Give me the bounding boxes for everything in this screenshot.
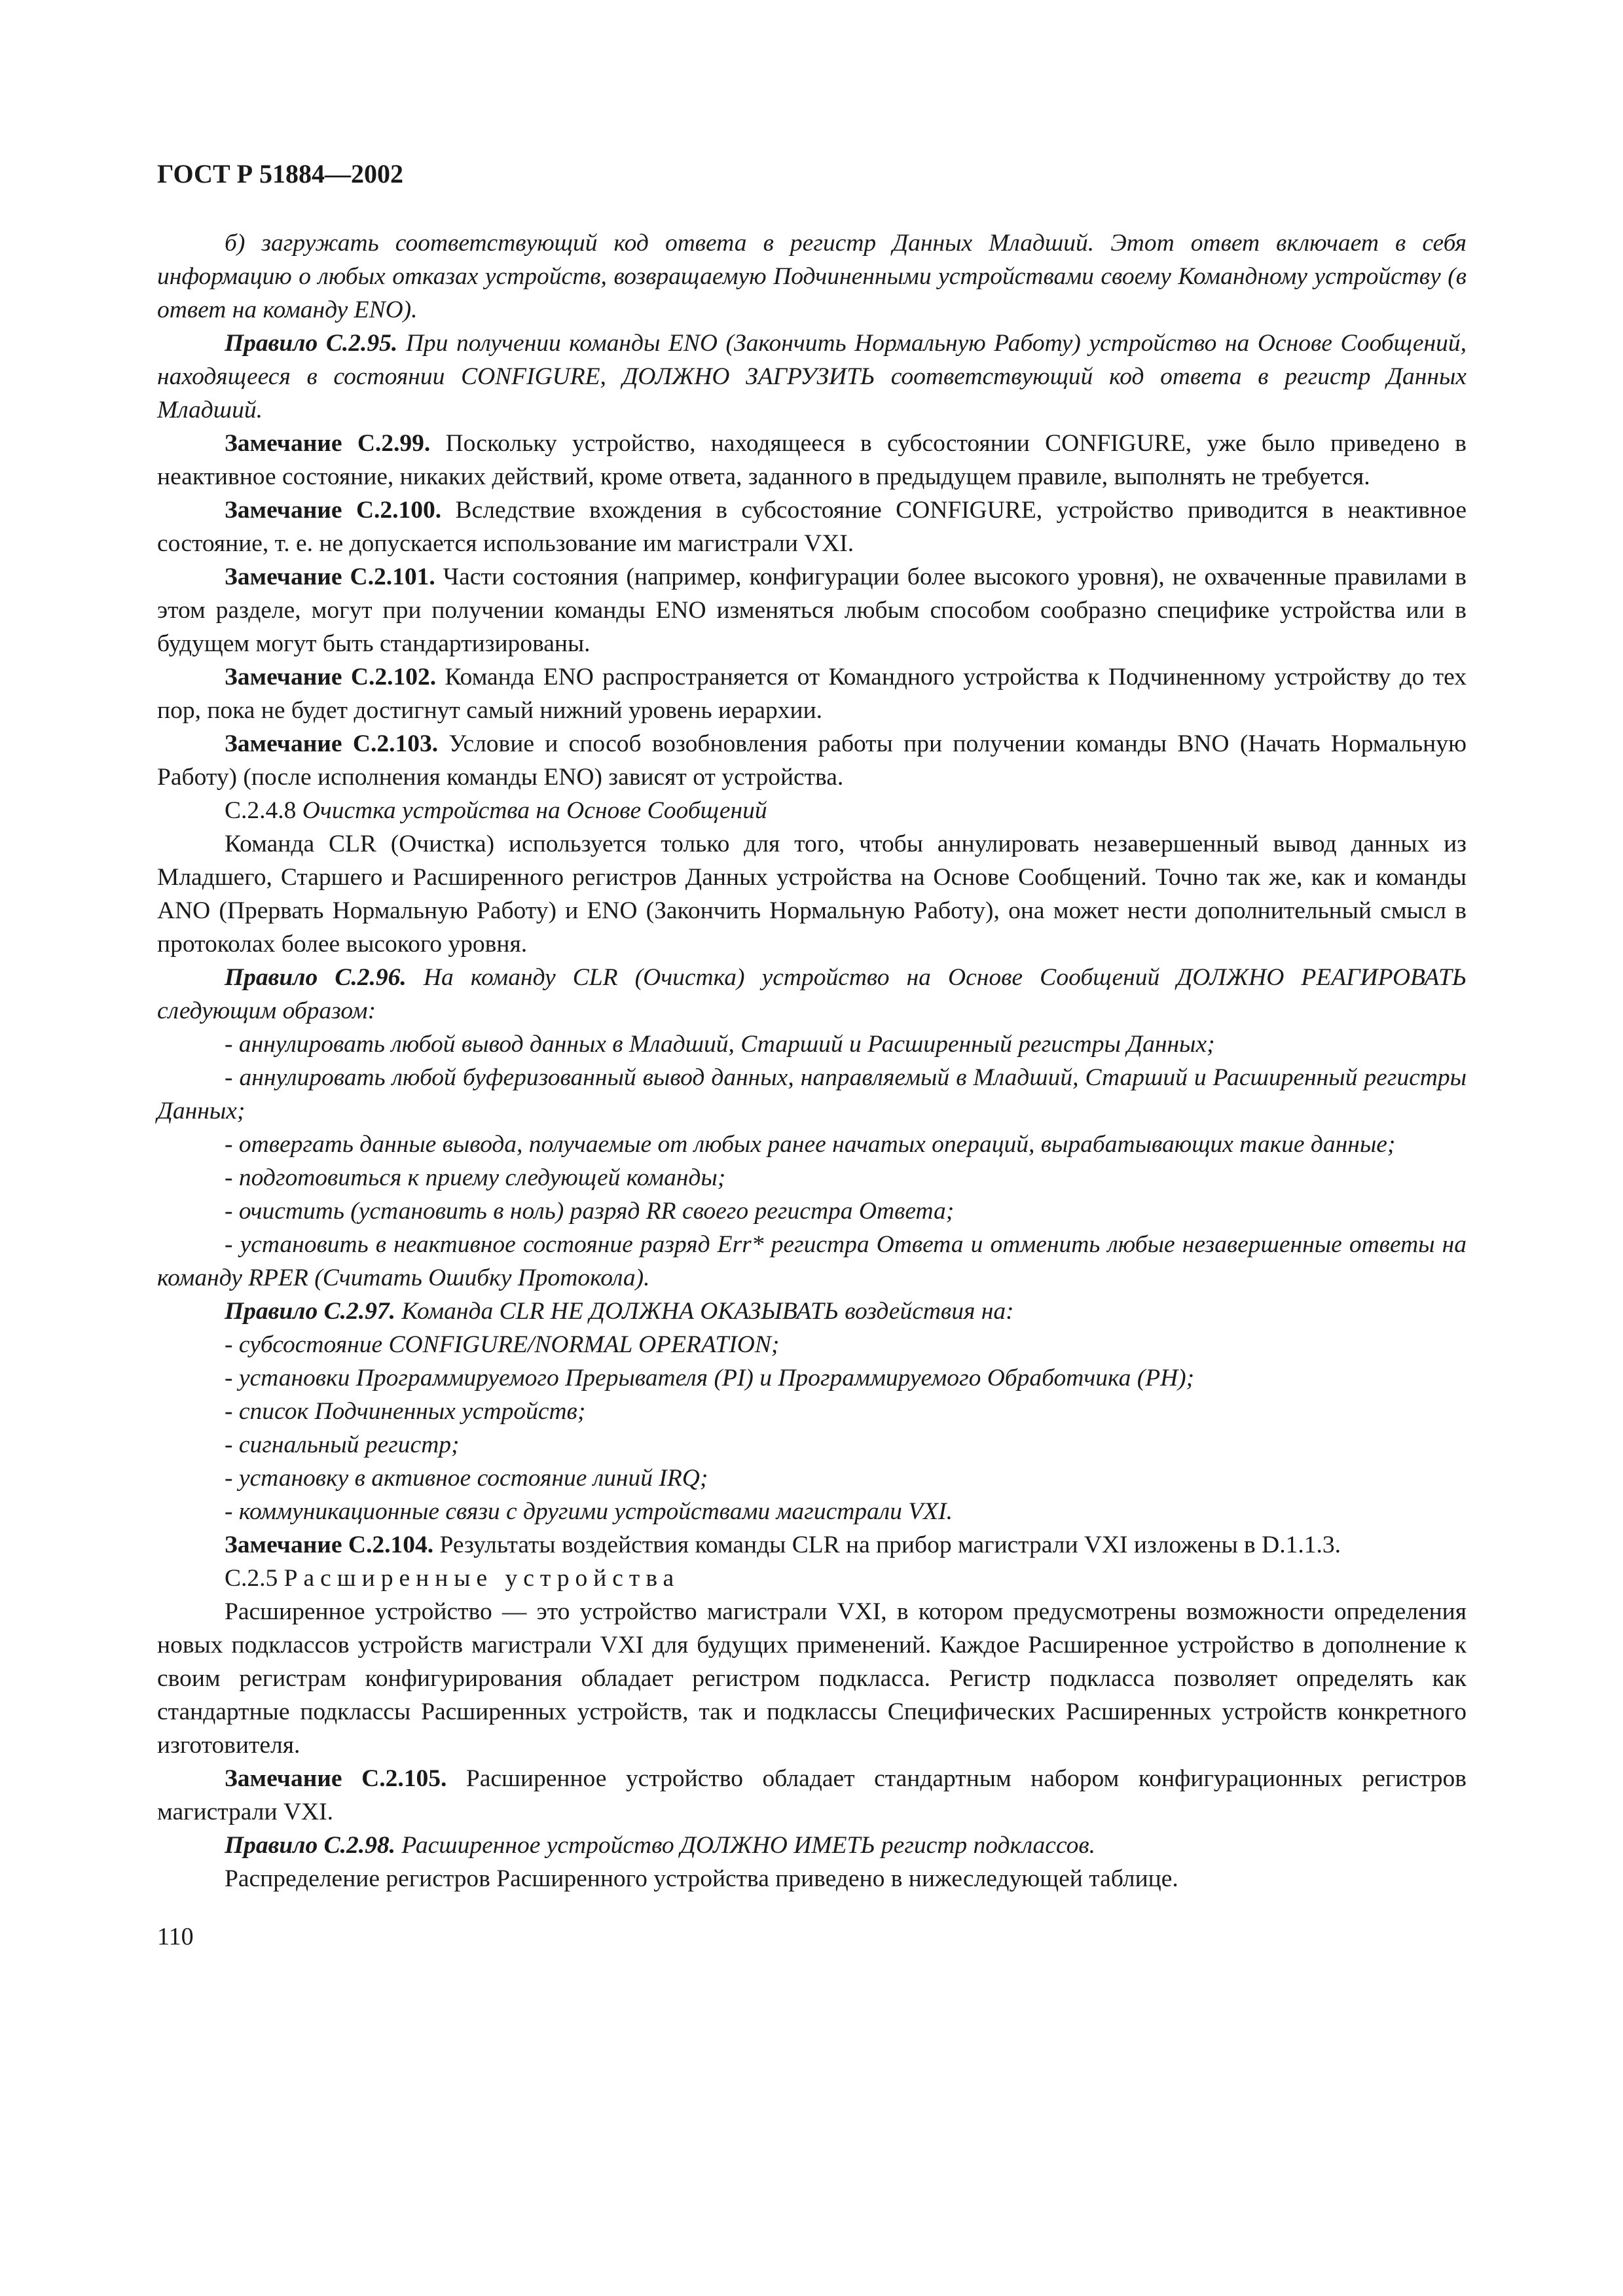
text-run: б) загружать соответствующий код ответа в регистр Данных Младший. Этот ответ включает в себя информацию о любых отказах устройств, возвращаемую Подчиненными устройствами своему Командному устройству (в ответ на команду ENO). — [157, 230, 1467, 323]
text-run: - установки Программируемого Прерывателя (PI) и Программируемого Обработчика (PH); — [225, 1365, 1195, 1391]
text-run: Правило С.2.96. — [225, 964, 407, 991]
text-run: Замечание С.2.104. — [225, 1532, 434, 1558]
text-run: - сигнальный регистр; — [225, 1431, 460, 1458]
paragraph — [157, 1161, 1467, 1194]
text-run: Результаты воздействия команды CLR на прибор магистрали VXI изложены в D.1.1.3. — [433, 1532, 1341, 1558]
paragraph — [157, 1028, 1467, 1061]
text-run: Поскольку устройство, находящееся в субсостоянии CONFIGURE, уже было приведено в неактивное состояние, никаких действий, кроме ответа, заданного в предыдущем правиле, выполнять не требуется. — [157, 430, 1467, 490]
text-run: Замечание С.2.102. — [225, 664, 437, 691]
text-run: Распределение регистров Расширенного устройства приведено в нижеследующей таблице. — [225, 1865, 1178, 1892]
text-run: Правило С.2.98. — [225, 1832, 396, 1859]
text-run: Части состояния (например, конфигурации более высокого уровня), не охваченные правилами в этом разделе, могут при получении команды ENO изменяться любым способом сообразно специфике устройства или в будущем могут быть стандартизированы. — [157, 564, 1467, 657]
text-run: С.2.5 — [225, 1565, 284, 1592]
document-body — [157, 226, 1467, 1895]
text-run: - список Подчиненных устройств; — [225, 1398, 586, 1425]
text-run: - установить в неактивное состояние разряд Err* регистра Ответа и отменить любые незавершенные ответы на команду RPER (Считать Ошибку Протокола). — [157, 1231, 1467, 1291]
text-run: Вследствие вхождения в субсостояние CONFIGURE, устройство приводится в неактивное состояние, т. е. не допускается использование им магистрали VXI. — [157, 497, 1467, 557]
text-run: Команда CLR НЕ ДОЛЖНА ОКАЗЫВАТЬ воздействия на: — [395, 1298, 1014, 1325]
paragraph — [157, 1328, 1467, 1361]
paragraph — [157, 1462, 1467, 1495]
paragraph — [157, 226, 1467, 327]
paragraph — [157, 1128, 1467, 1161]
text-run: - аннулировать любой буферизованный вывод данных, направляемый в Младший, Старший и Расширенный регистры Данных; — [157, 1064, 1467, 1124]
paragraph — [157, 1862, 1467, 1895]
text-run: Правило С.2.95. — [225, 330, 398, 357]
paragraph — [157, 1228, 1467, 1295]
paragraph — [157, 1395, 1467, 1428]
paragraph — [157, 1295, 1467, 1328]
text-run: Замечание С.2.103. — [225, 730, 439, 757]
text-run: - очистить (установить в ноль) разряд RR своего регистра Ответа; — [225, 1198, 955, 1225]
paragraph — [157, 727, 1467, 794]
paragraph — [157, 1061, 1467, 1128]
text-run: Замечание С.2.100. — [225, 497, 442, 524]
text-run: - коммуникационные связи с другими устройствами магистрали VXI. — [225, 1498, 953, 1525]
paragraph — [157, 493, 1467, 560]
paragraph — [157, 1762, 1467, 1829]
paragraph — [157, 1528, 1467, 1562]
paragraph — [157, 327, 1467, 427]
text-run: Замечание С.2.101. — [225, 564, 435, 590]
text-run: Замечание С.2.99. — [225, 430, 431, 457]
text-run: - аннулировать любой вывод данных в Младший, Старший и Расширенный регистры Данных; — [225, 1031, 1215, 1058]
text-run: Правило С.2.97. — [225, 1298, 396, 1325]
text-run: Расширенное устройство — это устройство магистрали VXI, в котором предусмотрены возможности определения новых подклассов устройств магистрали VXI для будущих применений. Каждое Расширенное устройство в дополнение к своим регистрам конфигурирования обладает регистром подкласса. Регистр подкласса позволяет определять как стандартные подклассы Расширенных устройств, так и подклассы Специфических Расширенных устройств конкретного изготовителя. — [157, 1598, 1467, 1759]
paragraph — [157, 660, 1467, 727]
document-page — [157, 157, 1467, 1954]
paragraph — [157, 1495, 1467, 1528]
text-run: - подготовиться к приему следующей команды; — [225, 1164, 726, 1191]
paragraph — [157, 1562, 1467, 1595]
text-run: - субсостояние CONFIGURE/NORMAL OPERATION; — [225, 1331, 780, 1358]
paragraph — [157, 961, 1467, 1028]
text-run: С.2.4.8 — [225, 797, 302, 824]
paragraph — [157, 794, 1467, 827]
page-number: 110 — [157, 1923, 194, 1950]
paragraph — [157, 1595, 1467, 1762]
text-run: Расширенное устройство ДОЛЖНО ИМЕТЬ регистр подклассов. — [395, 1832, 1096, 1859]
text-run: Команда CLR (Очистка) используется только для того, чтобы аннулировать незавершенный вывод данных из Младшего, Старшего и Расширенного регистров Данных устройства на Основе Сообщений. Точно так же, как и команды ANO (Прервать Нормальную Работу) и ENO (Закончить Нормальную Работу), она может нести дополнительный смысл в протоколах более высокого уровня. — [157, 831, 1467, 958]
text-run: - установку в активное состояние линий IRQ; — [225, 1465, 708, 1492]
document-header: ГОСТ Р 51884—2002 — [157, 159, 404, 188]
text-run: При получении команды ENO (Закончить Нормальную Работу) устройство на Основе Сообщений, находящееся в состоянии CONFIGURE, ДОЛЖНО ЗАГРУЗИТЬ соответствующий код ответа в регистр Данных Младший. — [157, 330, 1467, 423]
text-run: Очистка устройства на Основе Сообщений — [302, 797, 767, 824]
text-run: Расширенные устройства — [283, 1565, 680, 1592]
text-run: Замечание С.2.105. — [225, 1765, 447, 1792]
paragraph — [157, 1428, 1467, 1462]
text-run: На команду CLR (Очистка) устройство на Основе Сообщений ДОЛЖНО РЕАГИРОВАТЬ следующим образом: — [157, 964, 1467, 1024]
text-run: Команда ENO распространяется от Командного устройства к Подчиненному устройству до тех пор, пока не будет достигнут самый нижний уровень иерархии. — [157, 664, 1467, 724]
text-run: - отвергать данные вывода, получаемые от любых ранее начатых операций, вырабатывающих такие данные; — [225, 1131, 1396, 1158]
paragraph — [157, 827, 1467, 961]
text-run: Расширенное устройство обладает стандартным набором конфигурационных регистров магистрали VXI. — [157, 1765, 1467, 1825]
paragraph — [157, 1194, 1467, 1228]
paragraph — [157, 560, 1467, 660]
paragraph — [157, 427, 1467, 493]
paragraph — [157, 1361, 1467, 1395]
paragraph — [157, 1829, 1467, 1862]
text-run: Условие и способ возобновления работы при получении команды BNO (Начать Нормальную Работу) (после исполнения команды ENO) зависят от устройства. — [157, 730, 1467, 791]
